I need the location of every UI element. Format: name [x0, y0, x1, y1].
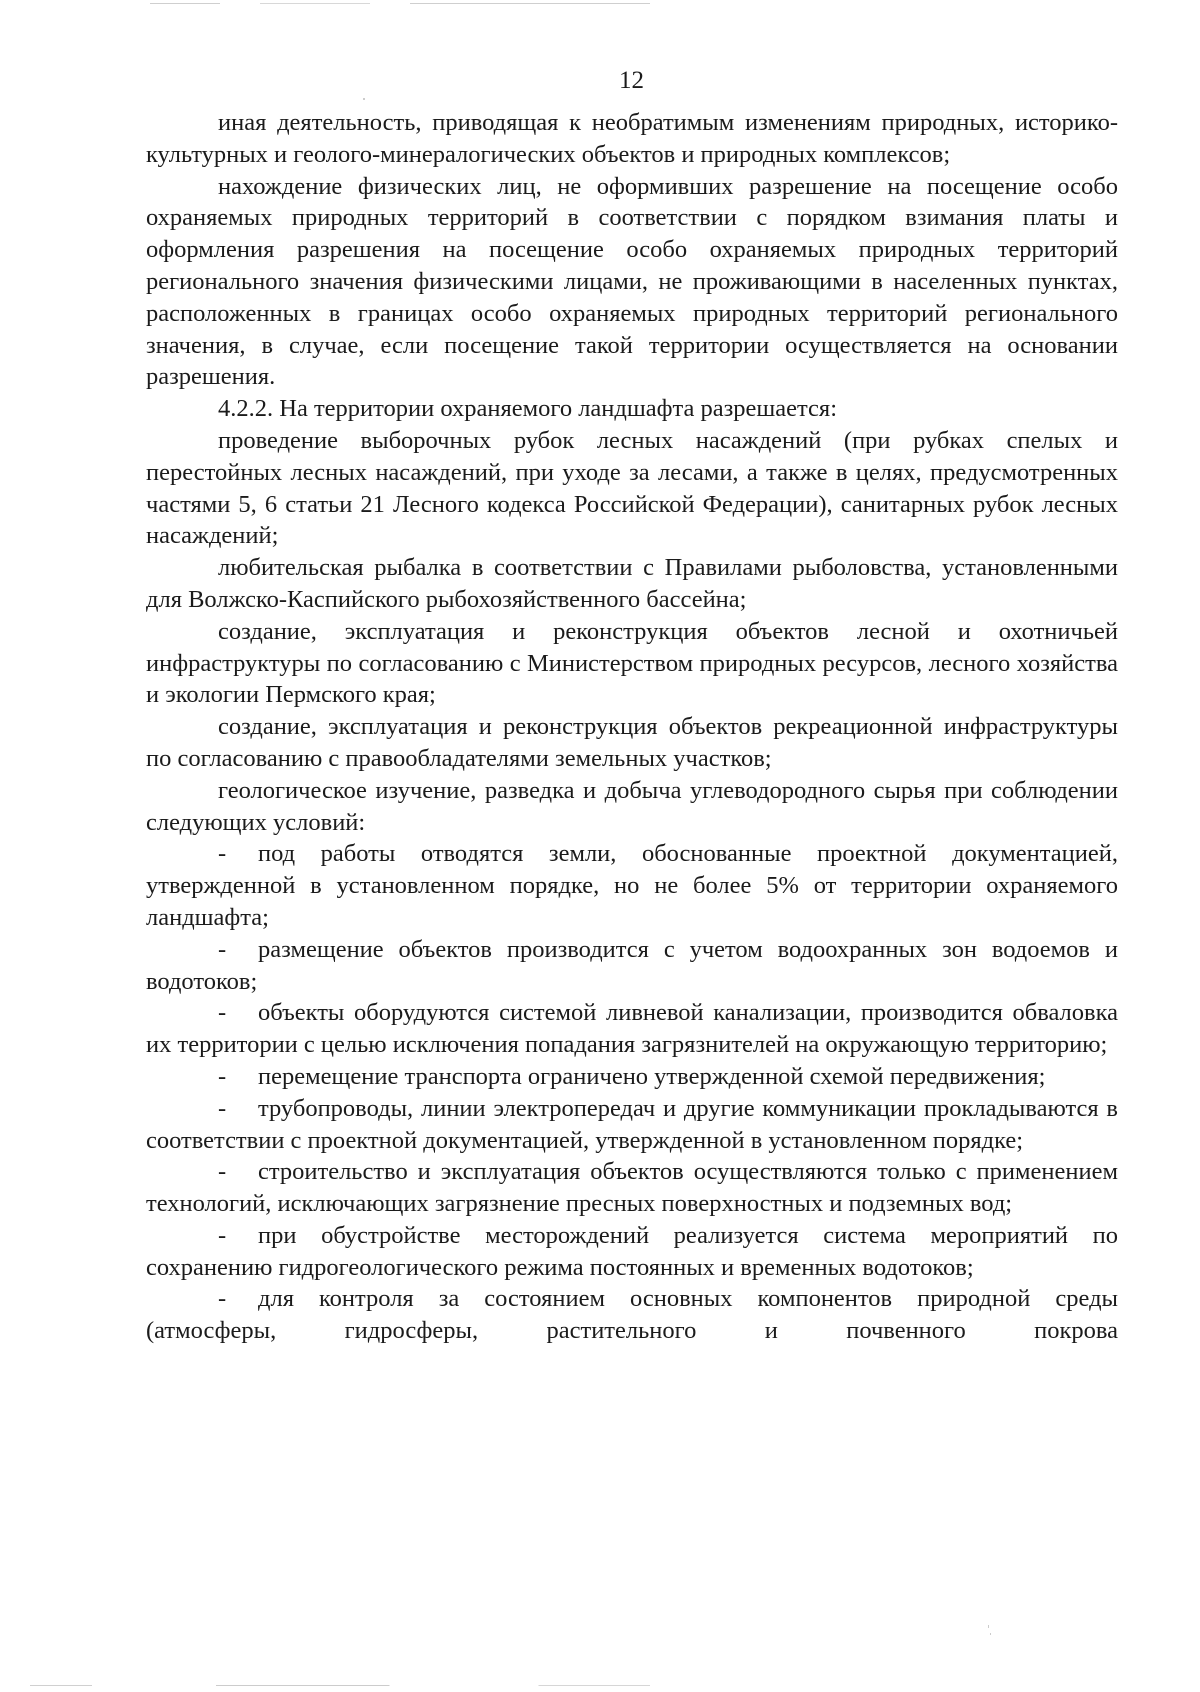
list-item	[146, 1283, 1118, 1347]
list-item	[146, 1220, 1118, 1284]
list-dash: -	[218, 935, 227, 963]
list-dash: -	[218, 1158, 227, 1186]
scan-edge-artifact	[150, 3, 650, 4]
list-item-text: трубопроводы, линии электропередач и другие коммуникации прокладываются в соответствии с проектной документацией, утвержденной в установленном порядке;	[146, 1094, 1118, 1154]
list-dash: -	[218, 1285, 227, 1313]
list-dash: -	[218, 840, 227, 868]
list-item-text: под работы отводятся земли, обоснованные проектной документацией, утвержденной в установленном порядке, но не более 5% от территории охраняемого ландшафта;	[146, 840, 1118, 931]
list-dash: -	[218, 1221, 227, 1249]
scan-speck	[363, 98, 365, 100]
list-dash: -	[218, 999, 227, 1027]
list-item	[146, 1093, 1118, 1157]
list-item	[146, 934, 1118, 998]
list-item	[146, 838, 1118, 933]
scan-speck	[988, 1625, 989, 1628]
list-item-text: при обустройстве месторождений реализуется система мероприятий по сохранению гидрогеологического режима постоянных и временных водотоков;	[146, 1221, 1118, 1281]
list-item-text: размещение объектов производится с учетом водоохранных зон водоемов и водотоков;	[146, 935, 1118, 995]
list-item	[146, 1061, 1118, 1093]
list-dash: -	[218, 1094, 227, 1122]
paragraph-irreversible-activity: иная деятельность, приводящая к необратимым изменениям природных, историко-культурных и геолого-минералогических объектов и природных комплексов;	[146, 109, 1118, 168]
paragraph-recreational-infrastructure: создание, эксплуатация и реконструкция объектов рекреационной инфраструктуры по согласованию с правообладателями земельных участков;	[146, 713, 1118, 772]
paragraph-forest-infrastructure: создание, эксплуатация и реконструкция объектов лесной и охотничьей инфраструктуры по согласованию с Министерством природных ресурсов, лесного хозяйства и экологии Пермского края;	[146, 617, 1118, 709]
list-item-text: объекты оборудуются системой ливневой канализации, производится обваловка их территории с целью исключения попадания загрязнителей на окружающую территорию;	[146, 999, 1118, 1059]
document-body	[146, 107, 1118, 1347]
paragraph-amateur-fishing: любительская рыбалка в соответствии с Правилами рыболовства, установленными для Волжско-Каспийского рыбохозяйственного бассейна;	[146, 554, 1118, 613]
list-item	[146, 997, 1118, 1061]
scan-speck	[990, 1633, 991, 1635]
page-number: 12	[619, 67, 644, 94]
paragraph-selective-logging: проведение выборочных рубок лесных насаждений (при рубках спелых и перестойных лесных насаждений, при уходе за лесами, а также в целях, предусмотренных частями 5, 6 статьи 21 Лесного кодекса Российской Федерации), санитарных рубок лесных насаждений;	[146, 426, 1118, 550]
section-heading-4-2-2: 4.2.2. На территории охраняемого ландшафта разрешается:	[218, 395, 837, 423]
list-dash: -	[218, 1062, 227, 1090]
paragraph-geological-survey: геологическое изучение, разведка и добыча углеводородного сырья при соблюдении следующих условий:	[146, 776, 1118, 836]
list-item-text: для контроля за состоянием основных компонентов природной среды (атмосферы, гидросферы, растительного и почвенного покрова	[146, 1285, 1118, 1345]
paragraph-visitor-permits: нахождение физических лиц, не оформивших разрешение на посещение особо охраняемых природных территорий в соответствии с порядком взимания платы и оформления разрешения на посещение особо охраняемых природных территорий регионального значения физическими лицами, не проживающими в населенных пунктах, расположенных в границах особо охраняемых природных территорий регионального значения, в случае, если посещение такой территории осуществляется на основании разрешения.	[146, 172, 1118, 391]
scan-edge-artifact	[30, 1685, 650, 1686]
list-item	[146, 1156, 1118, 1220]
list-item-text: перемещение транспорта ограничено утвержденной схемой передвижения;	[258, 1062, 1046, 1090]
list-item-text: строительство и эксплуатация объектов осуществляются только с применением технологий, исключающих загрязнение пресных поверхностных и подземных вод;	[146, 1158, 1118, 1218]
